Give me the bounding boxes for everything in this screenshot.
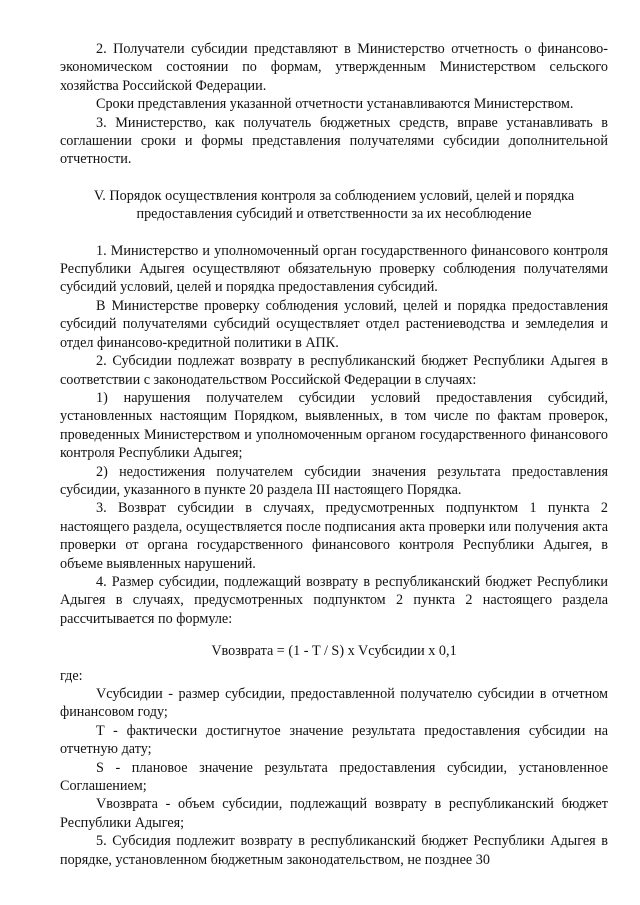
paragraph-reporting-deadlines: Сроки представления указанной отчетности устанавливаются Министерством.: [96, 96, 574, 113]
paragraph-control-check: 1. Министерство и уполномоченный орган государственного финансового контроля Республики Адыгея осуществляют обязательную проверку соблюдения получателями субсидий условий, целей и порядка предоставления субсидий.: [60, 242, 608, 296]
definition-s: S - плановое значение результата предоставления субсидии, установленное Соглашением;: [60, 759, 608, 795]
paragraph-case-violation: 1) нарушения получателем субсидии условий предоставления субсидий, установленных настоящим Порядком, выявленных, в том числе по фактам проверок, проведенных Министерством и уполномоченным органом государственного финансового контроля Республики Адыгея;: [60, 389, 608, 462]
definition-t: T - фактически достигнутое значение результата предоставления субсидии на отчетную дату;: [60, 722, 608, 758]
definition-v-refund: Vвозврата - объем субсидии, подлежащий возврату в республиканский бюджет Республики Адыгея;: [60, 796, 608, 831]
paragraph-refund-procedure: 3. Возврат субсидии в случаях, предусмотренных подпунктом 1 пункта 2 настоящего раздела, осуществляется после подписания акта проверки или получения акта проверки от органа государственного финансового контроля Республики Адыгея, в объеме выявленных нарушений.: [60, 500, 608, 572]
paragraph-case-result: 2) недостижения получателем субсидии значения результата предоставления субсидии, указанного в пункте 20 раздела III настоящего Порядка.: [60, 463, 608, 498]
section-title: V. Порядок осуществления контроля за соблюдением условий, целей и порядка предоставления субсидий и ответственности за их несоблюдение: [93, 187, 575, 223]
paragraph-additional-reporting: 3. Министерство, как получатель бюджетных средств, вправе устанавливать в соглашении сроки и формы представления получателями субсидии дополнительной отчетности.: [60, 114, 608, 168]
paragraph-refund-formula-intro: 4. Размер субсидии, подлежащий возврату в республиканский бюджет Республики Адыгея в случаях, предусмотренных подпунктом 2 пункта 2 настоящего раздела рассчитывается по формуле:: [60, 573, 608, 627]
document-page: [60, 40, 608, 869]
paragraph-reporting-forms: 2. Получатели субсидии представляют в Министерство отчетность о финансово-экономическом состоянии по формам, утвержденным Министерством сельского хозяйства Российской Федерации.: [60, 41, 608, 94]
paragraph-responsible-departments: В Министерстве проверку соблюдения условий, целей и порядка предоставления субсидий получателями субсидий осуществляет отдел растениеводства и земледелия и отдел финансово-кредитной политики в АПК.: [60, 297, 608, 351]
refund-formula: Vвозврата = (1 - T / S) x Vсубсидии x 0,1: [211, 643, 457, 660]
paragraph-refund-cases: 2. Субсидии подлежат возврату в республиканский бюджет Республики Адыгея в соответствии с законодательством Российской Федерации в случаях:: [60, 353, 608, 388]
definition-v-subsidy: Vсубсидии - размер субсидии, предоставленной получателю субсидии в отчетном финансовом году;: [60, 686, 608, 721]
where-label: где:: [60, 667, 83, 684]
paragraph-refund-deadline: 5. Субсидия подлежит возврату в республиканский бюджет Республики Адыгея в порядке, установленном бюджетным законодательством, не позднее 30: [60, 833, 608, 868]
